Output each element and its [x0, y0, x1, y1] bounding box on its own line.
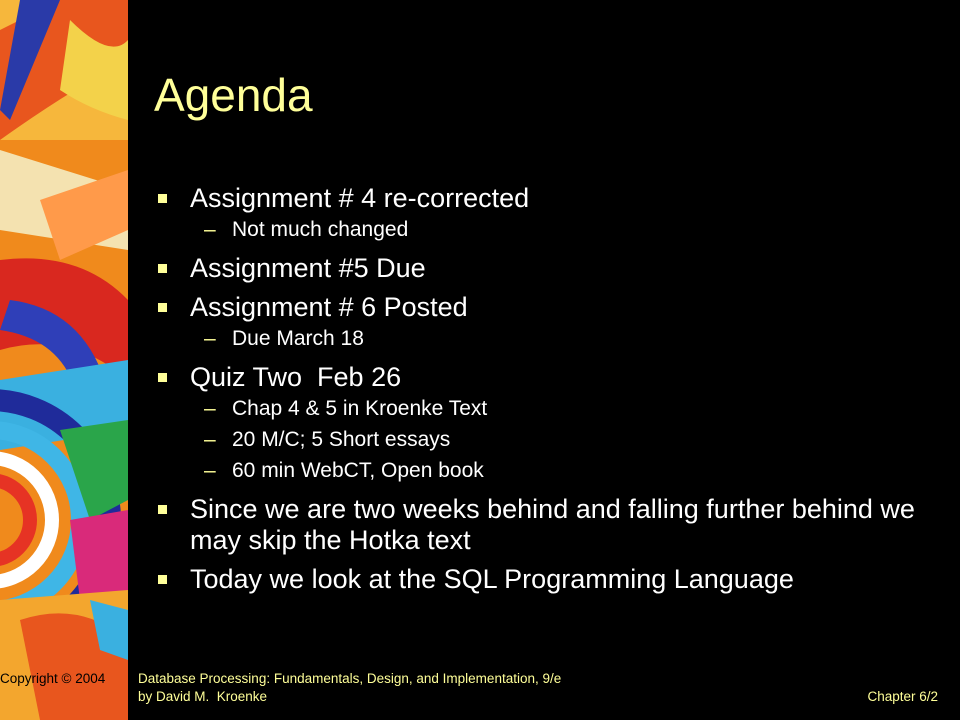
book-citation — [138, 670, 561, 706]
sub-list-item-text: Chap 4 & 5 in Kroenke Text — [232, 397, 488, 420]
sub-list-item-text: 60 min WebCT, Open book — [232, 459, 484, 482]
sub-list-item — [154, 214, 944, 245]
list-item — [154, 292, 944, 323]
list-item — [154, 253, 944, 284]
sub-list-item-text: 20 M/C; 5 Short essays — [232, 428, 451, 451]
square-bullet-icon — [158, 373, 167, 382]
sub-list-item — [154, 323, 944, 354]
sub-list-item-text: Due March 18 — [232, 327, 364, 350]
dash-bullet-icon: – — [204, 459, 216, 482]
list-item — [154, 183, 944, 214]
agenda-list — [154, 183, 944, 595]
dash-bullet-icon: – — [204, 327, 216, 350]
list-item-text: Assignment # 6 Posted — [190, 292, 468, 322]
sub-list-item — [154, 424, 944, 455]
dash-bullet-icon: – — [204, 397, 216, 420]
decorative-artwork — [0, 0, 128, 720]
square-bullet-icon — [158, 303, 167, 312]
list-item-text: Assignment # 4 re-corrected — [190, 183, 530, 213]
book-author: by David M. Kroenke — [138, 689, 268, 704]
square-bullet-icon — [158, 264, 167, 273]
square-bullet-icon — [158, 194, 167, 203]
list-item — [154, 494, 944, 556]
list-item-text: Since we are two weeks behind and falling further behind we may skip the Hotka text — [190, 494, 915, 555]
slide-number: Chapter 6/2 — [867, 689, 938, 704]
list-item — [154, 362, 944, 393]
dash-bullet-icon: – — [204, 218, 216, 241]
list-item — [154, 564, 944, 595]
book-title: Database Processing: Fundamentals, Design, and Implementation, 9/e — [138, 671, 562, 686]
list-item-text: Quiz Two Feb 26 — [190, 362, 402, 392]
sub-list-item — [154, 455, 944, 486]
slide-title: Agenda — [154, 69, 313, 121]
list-item-text: Assignment #5 Due — [190, 253, 426, 283]
sub-list-item-text: Not much changed — [232, 218, 409, 241]
square-bullet-icon — [158, 505, 167, 514]
list-item-text: Today we look at the SQL Programming Language — [190, 564, 794, 594]
slide — [128, 0, 960, 720]
square-bullet-icon — [158, 575, 167, 584]
sub-list-item — [154, 393, 944, 424]
abstract-art-image — [0, 0, 128, 720]
copyright-notice: Copyright © 2004 — [0, 671, 106, 686]
dash-bullet-icon: – — [204, 428, 216, 451]
